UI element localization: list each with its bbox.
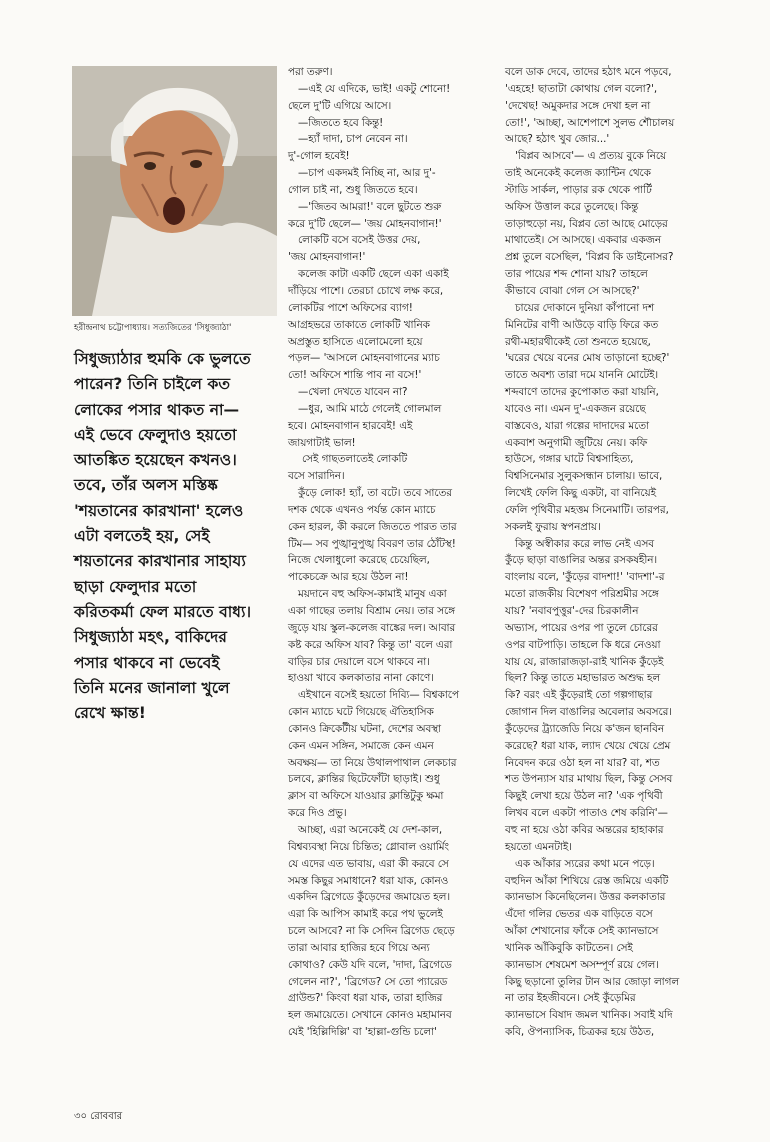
text-line: ক্যানভাস কিনেছিলেন। উত্তর কলকাতার [505,891,666,904]
pull-quote-line: আতঙ্কিত হয়েছেন কখনও। [74,451,237,470]
text-line: চলবে, ক্লান্তির ছিটেফোঁটা ছাড়াই। শুধু [288,773,440,786]
text-line: 'এহহে! ছাতাটা কোথায় গেল বলো?', [505,82,658,95]
text-line: ক্যানভাসে বিষাদ জমল খানিক। সবাই যদি [505,1009,673,1022]
text-line: আছে? হঠাৎ খুব জোর...' [505,133,610,146]
text-line: লিখেই ফেলি কিছু একটা, বা বানিয়েই [505,487,656,500]
text-line: আগ্রহভরে তাকাতে লোকটি খানিক [288,318,430,331]
text-line: কেন হারল, কী করলে জিততে পারত তার [288,520,457,533]
text-line: অভ্যাস, পায়ের ওপর পা তুলে চোরের [505,621,658,634]
text-line: যায়? 'নবাবপুত্তুর'-দের চিরকালীন [505,605,639,617]
pull-quote-line: পসার থাকবে না ভেবেই [74,653,220,672]
text-line: 'জয় মোহনবাগান!' [288,251,366,264]
text-line: প্রশ্ন তুলে বসেছিল, 'বিপ্লব কি ডাইনোসর? [505,251,674,264]
pull-quote-line: সিধুজ্যাঠার হুমকি কে ভুলতে [74,350,251,368]
text-line: —খেলা দেখতে যাবেন না? [298,386,408,399]
text-line: এরা কি আপিস কামাই করে পথ ভুলেই [288,908,443,921]
text-line: কেন এমন সঙ্গিন, সমাজে কেন এমন [288,739,434,752]
pull-quote-line: শয়তানের কারখানার সাহায্য [74,552,246,571]
text-line: লোকটি বসে বসেই উত্তর দেয়, [298,234,421,247]
text-line: লোকটির পাশে অফিসের ব্যাগ! [288,301,413,314]
text-line: বাস্তবেও, যারা গল্পের দাদাদের মতো [505,419,649,432]
text-line: ময়দানে বহু অফিস-কামাই মানুষ একা [298,588,447,601]
text-line: তারা আবার হাজির হবে গিয়ে অন্য [288,941,430,954]
text-line: বিশ্বব্যবস্থা নিয়ে চিন্তিত; গ্লোবাল ওয়ার্মিং [288,840,449,853]
text-line: 'দেখেছ! অমুকদার সঙ্গে দেখা হল না [505,99,651,112]
text-line: কলেজ কাটা একটি ছেলে একা একাই [298,268,449,281]
text-line: শত উপন্যাস যার মাথায় ছিল, কিন্তু সেসব [505,773,673,786]
text-line: তো! অফিসে শান্তি পাব না বসে!' [288,369,422,382]
text-line: —হ্যাঁ দাদা, চাপ নেবেন না। [298,133,408,146]
text-line: যাবেও না। এমন দু'-একজন রয়েছে [505,402,646,415]
text-line: কিছু ছড়ানো তুলির টান আর জোড়া লাগল [505,975,680,988]
text-line: তার পায়ের শব্দ শোনা যায়? তাহলে [505,268,648,281]
text-line: জোগান দিল বাঙালির অবেলার অবসরে। [505,706,672,719]
pull-quote-line: তবে, তাঁর অলস মস্তিষ্ক [74,476,218,495]
text-line: গেলেন না?', 'ব্রিগেড? সে তো প্যারেড [288,975,448,988]
text-line: পরা তরুণ। [288,66,333,78]
text-line: —এই যে এদিকে, ভাই! একটু শোনো! [298,82,451,95]
text-line: একা গাছের তলায় বিশ্রাম নেয়। তার সঙ্গে [288,605,455,617]
text-line: তাই অনেকেই কলেজ ক্যান্টিন থেকে [505,167,651,180]
text-line: 'ঘরের খেয়ে বনের মোষ তাড়ানো হচ্ছে?' [505,352,670,365]
text-line: গোল চাই না, শুধু জিততে হবে। [288,183,418,196]
text-line: বাড়ির চার দেয়ালে বসে থাকবে না। [288,655,430,668]
text-line: বিশ্বসিনেমার সুলুকসন্ধান চালায়। ভাবে, [505,470,663,483]
article-column-1 [288,64,496,1041]
text-line: —জিততে হবে কিন্তু! [298,116,384,129]
pull-quote-line: সিধুজ্যাঠা মহৎ, বাকিদের [74,628,227,647]
text-line: পড়ল— 'আসলে মোহনবাগানের ম্যাচ [288,352,440,365]
text-line: হাওয়া খাবে কলকাতার নানা কোণে। [288,672,434,685]
text-line: একদিন ব্রিগেডে কুঁড়েদের জমায়েত হল। [288,891,451,904]
text-line: একবাশ অনুগামী জুটিয়ে নেয়। কফি [505,436,648,449]
text-line: কোনও ক্রিকেটীয় ঘটনা, দেশের অবস্থা [288,722,442,735]
pull-quote-line: লোকের পসার থাকত না— [74,400,240,419]
article-column-2 [505,64,713,1041]
pull-quote-line: এই ভেবে ফেলুদাও হয়তো [74,425,237,444]
text-line: কীভাবে বোঝা গেল সে আসছে?' [505,284,640,297]
text-line: কষ্ট করে অফিস যাব? কিন্তু তা' বলে এরা [288,638,453,651]
pull-quote-line: করিতকর্মা ফেল মারতে বাধ্য। [74,602,252,621]
text-line: কুঁড়ে লোক! হ্যাঁ, তা বটে। তবে সাতের [298,487,452,500]
pull-quote-line: রেখে ক্ষান্ত! [74,704,146,723]
text-line: রথী-মহারথীকেই তো শুনতে হয়েছে, [505,335,651,348]
text-line: করেছে? ধরা যাক, ল্যাদ খেয়ে খেয়ে প্রেম [505,739,671,752]
text-line: —'জিতব আমরা!' বলে ছুটতে শুরু [298,200,442,213]
text-line: চায়ের দোকানে দুনিয়া কাঁপানো দশ [515,301,655,314]
text-line: যায় যে, রাজারাজড়া-রাই খানিক কুঁড়েই [505,655,664,668]
text-line: নিজে খেলাধুলো করেছে চেয়েছিল, [288,554,430,567]
text-line: হবে। মোহনবাগান হারবেই! এই [288,419,413,432]
text-line: অবক্ষয়— তা নিয়ে উথালপাথাল লেকচার [288,756,457,769]
text-line: হল জমায়েতে। সেখানে কোনও মহামানব [288,1009,452,1022]
text-line: কোন ম্যাচে ঘটে গিয়েছে ঐতিহাসিক [288,706,434,719]
text-line: কিন্তু অস্বীকার করে লাভ নেই এসব [515,537,654,550]
text-line: ছেলে দু'টি এগিয়ে আসে। [288,99,392,112]
text-line: গ্রাউন্ড?' কিংবা ধরা যাক, তারা হাজির [288,992,443,1005]
text-line: বাংলায় বলে, 'কুঁড়ের বাদশা!' 'বাদশা'-র [505,571,665,584]
text-line: অফিস উত্তাল করে তুলেছে। কিন্তু [505,200,639,213]
portrait-photo [72,66,277,316]
page-folio: ৩০ রোববার [74,1111,123,1122]
text-line: টিম— সব পুঙ্খানুপুঙ্খ বিবরণ তার ঠোঁটস্থ! [288,537,456,550]
text-line: স্টাডি সার্কল, পাড়ার রক থেকে পার্টি [505,183,652,196]
text-line: তাড়াহুড়ো নয়, বিপ্লব তো আছে মোড়ের [505,217,668,230]
text-line: হাউসে, গঙ্গার ঘাটে বিশ্বসাহিত্য, [505,453,634,466]
photo-caption: হরীন্দ্রনাথ চট্টোপাধ্যায়। সত্যজিতের 'সিধুজ্যাঠা' [74,323,232,333]
text-line: যেই 'হিল্লিদিল্লি' বা 'হাল্লা-গুন্ডি চলো' [288,1026,437,1039]
text-line: বলে ডাক দেবে, তাদের হঠাৎ মনে পড়বে, [505,66,672,78]
text-line: সকলই ফুরায় স্বপনপ্রায়। [505,520,601,533]
text-line: লিখব বলে একটা পাতাও শেষ করিনি'— [505,807,668,820]
text-line: কিছুই লেখা হয়ে উঠল না? 'এক পৃথিবী [505,790,663,803]
text-line: করে দু'টি ছেলে— 'জয় মোহনবাগান!' [288,217,442,230]
text-line: দু'-গোল হবেই! [288,150,350,163]
text-line: ওপর বাটপাড়ি। তাহলে কি ধরে নেওয়া [505,638,661,651]
text-line: দশক থেকে এখনও পর্যন্ত কোন ম্যাচে [288,503,436,516]
text-line: হয়তো এমনটাই। [505,840,572,853]
text-line: এইখানে বসেই হয়তো দিব্যি— বিশ্বকাপে [298,689,459,702]
text-line: বহুদিন আঁকা শিখিয়ে রেস্ত জমিয়ে একটি [505,874,669,887]
text-line: 'বিপ্লব আসবে'— এ প্রত্যয় বুকে নিয়ে [515,150,667,163]
text-line: জুড়ে যায় স্কুল-কলেজ বাঙ্কের দল। আবার [288,621,456,634]
text-line: এক আঁকার স্যরের কথা মনে পড়ে। [515,857,655,870]
text-line: মতো রাজকীয় বিশেষণ পরিশ্রমীর সঙ্গে [505,588,659,601]
text-line: আচ্ছা, এরা অনেকেই যে দেশ-কাল, [298,823,443,836]
pull-quote-line: এটা বলতেই হয়, সেই [74,527,210,546]
text-line: শব্দবাণে তাদের কুপোকাত করা যায়নি, [505,386,659,399]
text-line: করে দিও প্রভু। [288,807,347,820]
text-line: অপ্রস্তুত হাসিতে এলোমেলো হয়ে [288,335,423,348]
text-line: নিবেদন করে ওঠা হল না যার? বা, শত [505,756,660,769]
text-line: সেই গাছতলাতেই লোকটি [302,453,408,466]
text-line: বহু না হয়ে ওঠা কবির অন্তরের হাহাকার [505,823,664,836]
text-line: না তার ইহজীবনে। সেই কুঁড়েমির [505,992,636,1005]
text-line: ফেলি পৃথিবীর মহত্তম সিনেমাটি। তারপর, [505,503,669,516]
text-line: জায়গাটাই ভাল! [288,436,356,449]
text-line: খানিক আঁকিবুকি কাটতেন। সেই [505,941,633,954]
text-line: কুঁড়ে ছাড়া বাঙালির অন্তর রসকষহীন। [505,554,658,567]
text-line: এঁদো গলির ভেতর এক বাড়িতে বসে [505,908,653,921]
pull-quote-line: ছাড়া ফেলুদার মতো [74,577,197,596]
text-line: সমস্ত কিছুর সমাধানে? ধরা যাক, কোনও [288,874,449,887]
text-line: কোথাও? কেউ যদি বলে, 'দাদা, ব্রিগেডে [288,958,452,971]
text-line: মিনিটের বাণী আউড়ে বাড়ি ফিরে কত [505,318,659,331]
text-line: তাতে অবশ্য তারা দমে যাননি মোটেই। [505,369,659,382]
text-line: ক্যানভাস শেষমেশ অসম্পূর্ণ রয়ে গেল। [505,958,659,971]
text-line: চলে আসবে? না কি সেদিন ব্রিগেড ছেড়ে [288,925,455,938]
text-line: দাঁড়িয়ে পাশে। তেরচা চোখে লক্ষ করে, [288,284,444,297]
text-line: কি? বরং এই কুঁড়েরাই তো গল্পগাছার [505,689,653,702]
text-line: বসে সারাদিন। [288,470,345,483]
text-line: —চাপ একদমই নিচ্ছি না, আর দু'- [298,167,436,180]
pull-quote [74,347,286,726]
text-line: পাকেচক্রে আর হয়ে উঠল না! [288,571,409,584]
pull-quote-line: 'শয়তানের কারখানা' হলেও [74,501,244,520]
text-line: ক্লাস বা অফিসে যাওয়ার ক্লান্তিটুকু ক্ষমা [288,790,444,803]
text-line: যে এদের এত ভাবায়, এরা কী করবে সে [288,857,449,870]
text-line: তো!', 'আচ্ছা, আশেপাশে সুলভ শৌচালয় [505,116,675,129]
text-line: কুঁড়েদের ট্র্যাজেডি নিয়ে ক'জন ছানবিন [505,722,665,735]
pull-quote-line: পারেন? তিনি চাইলে কত [74,375,231,394]
text-line: মাথাতেই। সে আসছে। একবার একজন [505,234,662,247]
text-line: ছিল? কিন্তু তাতে মহাভারত অশুদ্ধ হল [505,672,661,685]
text-line: কবি, ঔপন্যাসিক, চিত্রকর হয়ে উঠত, [505,1026,655,1039]
text-line: আঁকা শেখানোর ফাঁকে সেই ক্যানভাসে [505,925,659,938]
pull-quote-line: তিনি মনের জানালা খুলে [74,678,230,697]
text-line: —ধুর, আমি মাঠে গেলেই গোলমাল [298,402,442,415]
